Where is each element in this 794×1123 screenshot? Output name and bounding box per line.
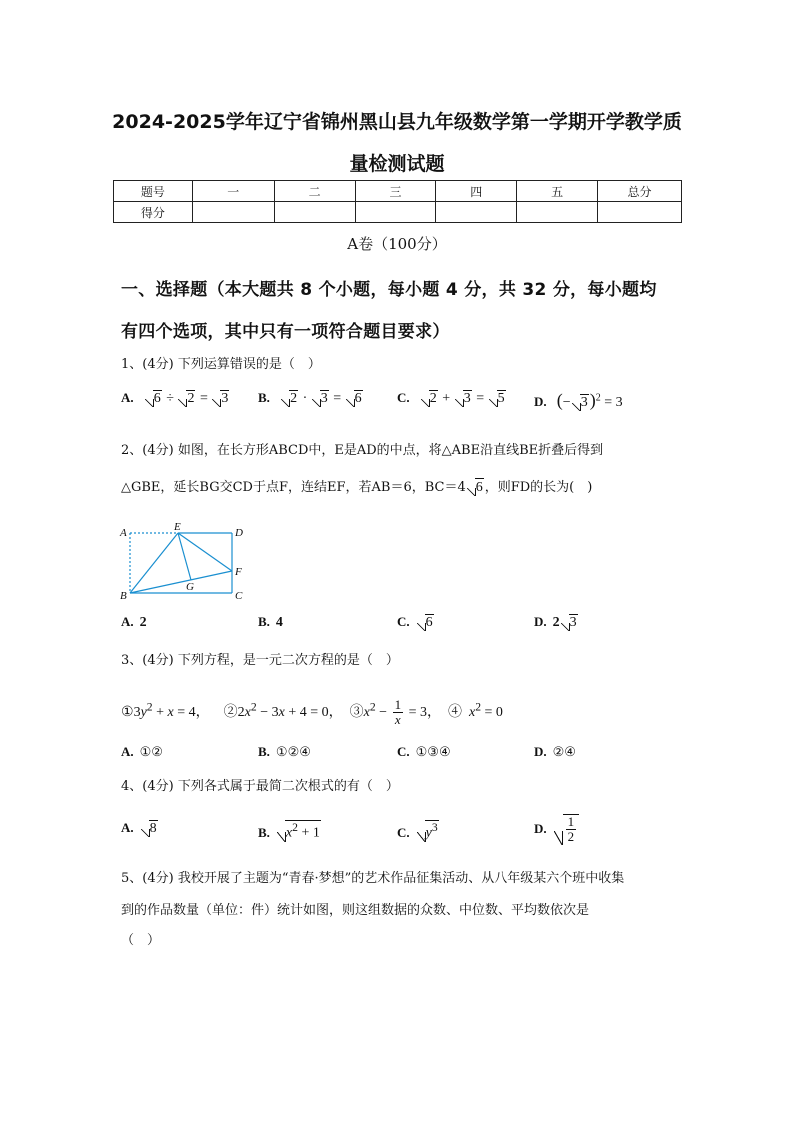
equation-4: ④ $x^2 = 0$: [447, 700, 503, 720]
section1-heading-line1: 一、选择题（本大题共 8 个小题，每小题 4 分，共 32 分，每小题均: [121, 280, 657, 300]
score-table-cell: 五: [517, 181, 598, 202]
score-table-cell: 得分: [114, 202, 193, 223]
score-table-cell: 总分: [598, 181, 682, 202]
score-table-cell: 题号: [114, 181, 193, 202]
section1-heading-line2: 有四个选项，其中只有一项符合题目要求）: [121, 322, 450, 342]
figure-segment-ef: [178, 533, 232, 571]
question-4-option-d[interactable]: D. $\frac{1}{2}$: [534, 814, 580, 845]
score-table-header-row: [114, 181, 682, 202]
figure-label-e: E: [174, 521, 181, 533]
figure-label-d: D: [235, 527, 243, 539]
question-1-option-d[interactable]: D. (− 3 )$^2$ = 3: [534, 390, 623, 410]
question-2-option-a[interactable]: A. 2: [121, 614, 147, 630]
score-table-cell: 四: [436, 181, 517, 202]
document-title-line2: 量检测试题: [349, 153, 445, 175]
question-4-options: [121, 814, 681, 856]
question-3-option-b[interactable]: B. ①②④: [258, 744, 311, 760]
score-table-cell: 二: [274, 181, 355, 202]
question-3-options: [121, 744, 681, 770]
question-1-option-b[interactable]: B. 2 · 3 = 6: [258, 390, 362, 406]
question-2-option-d[interactable]: D. 2 3: [534, 614, 577, 630]
question-1-option-a[interactable]: A. 6 ÷ 2 = 3: [121, 390, 229, 406]
question-3-option-a[interactable]: A. ①②: [121, 744, 163, 760]
question-1-option-c[interactable]: C. 2 + 3 = 5: [397, 390, 505, 406]
question-4-option-a[interactable]: A. 8: [121, 820, 157, 836]
question-2-stem-line2: △GBE，延长BG交CD于点F，连结EF，若AB＝6，BC＝4 6 ，则FD的长为( ): [121, 480, 593, 495]
figure-label-a: A: [120, 527, 127, 539]
figure-label-g: G: [186, 581, 194, 593]
question-2-rectangle-figure: [118, 520, 248, 602]
score-table-cell: 三: [355, 181, 436, 202]
score-entry-cell[interactable]: [436, 202, 517, 223]
question-4-option-c[interactable]: C. $y^3$: [397, 821, 438, 841]
equation-2: $②2x^2 - 3x + 4 = 0$，: [223, 700, 343, 720]
question-5-stem-line3: （ ）: [121, 933, 161, 948]
question-4-stem: 4、(4分) 下列各式属于最简二次根式的有（ ）: [121, 779, 399, 794]
paper-a-heading: A卷（100分）: [347, 235, 447, 253]
score-table: [113, 180, 682, 223]
score-table-score-row: [114, 202, 682, 223]
question-2-option-c[interactable]: C. 6: [397, 614, 433, 630]
score-entry-cell[interactable]: [355, 202, 436, 223]
question-5-stem-line1: 5、(4分) 我校开展了主题为“青春·梦想”的艺术作品征集活动、从八年级某六个班中收集: [121, 871, 625, 886]
document-title-line1: 2024-2025学年辽宁省锦州黑山县九年级数学第一学期开学教学质: [112, 111, 682, 133]
question-2-stem-line1: 2、(4分) 如图，在长方形ABCD中，E是AD的中点，将△ABE沿直线BE折叠后得到: [121, 443, 604, 458]
figure-label-c: C: [235, 590, 243, 602]
score-entry-cell[interactable]: [598, 202, 682, 223]
question-5-stem-line2: 到的作品数量（单位：件）统计如图，则这组数据的众数、中位数、平均数依次是: [121, 903, 590, 918]
score-entry-cell[interactable]: [192, 202, 274, 223]
question-1-options: [121, 390, 681, 416]
question-2-option-b[interactable]: B. 4: [258, 614, 283, 630]
equation-3: $③x^2$ − $\frac{1}{x}$ = 3，: [349, 696, 441, 727]
question-1-stem: 1、(4分) 下列运算错误的是（ ）: [121, 357, 321, 372]
question-3-stem: 3、(4分) 下列方程，是一元二次方程的是（ ）: [121, 653, 399, 668]
question-3-option-c[interactable]: C. ①③④: [397, 744, 451, 760]
figure-label-b: B: [120, 590, 127, 602]
score-table-cell: 一: [192, 181, 274, 202]
question-3-equations: [121, 696, 681, 727]
figure-label-f: F: [235, 566, 242, 578]
question-3-option-d[interactable]: D. ②④: [534, 744, 576, 760]
question-4-option-b[interactable]: B. $x^2 + 1$: [258, 821, 320, 841]
score-entry-cell[interactable]: [517, 202, 598, 223]
equation-1: $①3y^2 + x = 4$，: [121, 700, 210, 720]
score-entry-cell[interactable]: [274, 202, 355, 223]
question-2-options: [121, 614, 681, 640]
